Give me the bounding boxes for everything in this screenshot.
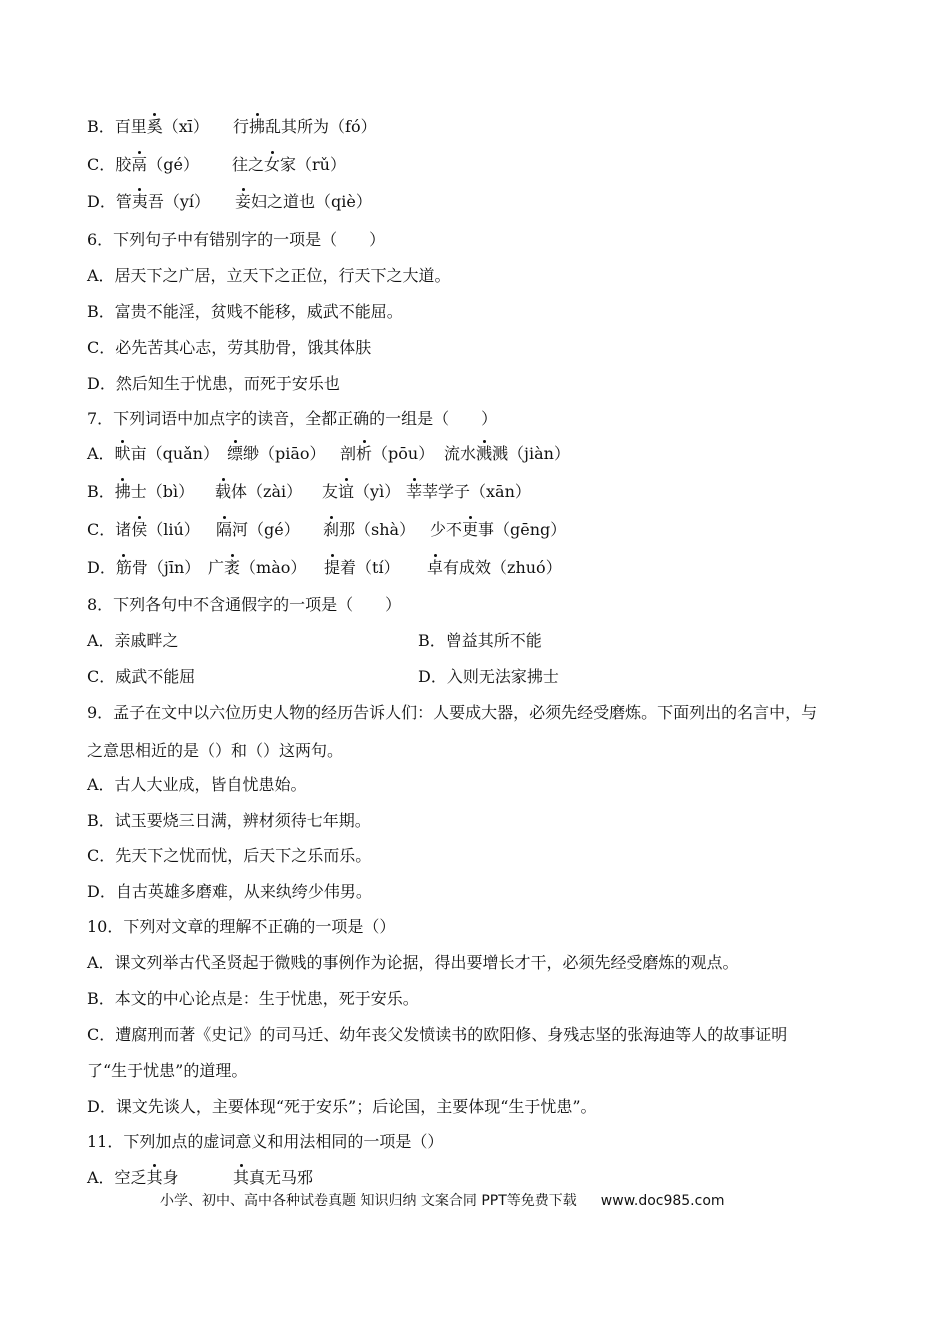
option-b-part1: B．百里奚（xī） xyxy=(87,117,209,136)
question-10: 10．下列对文章的理解不正确的一项是（） xyxy=(87,917,396,936)
q9-option-c: C．先天下之忧而忧，后天下之乐而乐。 xyxy=(87,846,372,865)
option-d-part1: D．管夷吾（yí） xyxy=(87,192,211,211)
q10-option-a: A．课文列举古代圣贤起于微贱的事例作为论据，得出要增长才干，必须先经受磨炼的观点。 xyxy=(87,953,739,972)
q9-option-b: B．试玉要烧三日满，辨材须待七年期。 xyxy=(87,811,371,830)
q9-option-a: A．古人大业成，皆自忧患始。 xyxy=(87,775,307,794)
footer-text: 小学、初中、高中各种试卷真题 知识归纳 文案合同 PPT等免费下载 xyxy=(160,1193,577,1209)
question-9-line2: 之意思相近的是（）和（）这两句。 xyxy=(87,741,344,760)
q6-option-a: A．居天下之广居，立天下之正位，行天下之大道。 xyxy=(87,266,451,285)
q10-option-c-line2: 了“生于忧患”的道理。 xyxy=(87,1061,248,1080)
q8-option-c: C．威武不能屈 xyxy=(87,667,196,686)
q10-option-c-line1: C．遭腐刑而著《史记》的司马迁、幼年丧父发愤读书的欧阳修、身残志坚的张海迪等人的故事证明 xyxy=(87,1025,788,1044)
q10-option-b: B．本文的中心论点是：生于忧患，死于安乐。 xyxy=(87,989,419,1008)
q8-option-b: B．曾益其所不能 xyxy=(418,631,542,650)
q8-option-a: A．亲戚畔之 xyxy=(87,631,179,650)
option-c-part2: 往之女家（rǔ） xyxy=(232,155,346,174)
q8-option-d: D．入则无法家拂士 xyxy=(418,667,559,686)
footer-site: www.doc985.com xyxy=(600,1193,725,1209)
page-footer xyxy=(160,1191,725,1211)
question-6: 6．下列句子中有错别字的一项是（ ） xyxy=(87,230,386,249)
question-7: 7．下列词语中加点字的读音，全都正确的一组是（ ） xyxy=(87,409,498,428)
option-c-part1: C．胶鬲（gé） xyxy=(87,155,199,174)
option-b-part2: 行拂乱其所为（fó） xyxy=(233,117,377,136)
q9-option-d: D．自古英雄多磨难，从来纨绔少伟男。 xyxy=(87,882,372,901)
q6-option-b: B．富贵不能淫，贫贱不能移，威武不能屈。 xyxy=(87,302,403,321)
option-d-part2: 妾妇之道也（qiè） xyxy=(235,192,372,211)
q6-option-d: D．然后知生于忧患，而死于安乐也 xyxy=(87,374,340,393)
question-9-line1: 9．孟子在文中以六位历史人物的经历告诉人们：人要成大器，必须先经受磨炼。下面列出的名言中，与 xyxy=(87,703,818,722)
q10-option-d: D．课文先谈人，主要体现“死于安乐”；后论国，主要体现“生于忧患”。 xyxy=(87,1097,597,1116)
question-11: 11．下列加点的虚词意义和用法相同的一项是（） xyxy=(87,1132,444,1151)
q6-option-c: C．必先苦其心志，劳其肋骨，饿其体肤 xyxy=(87,338,372,357)
question-8: 8．下列各句中不含通假字的一项是（ ） xyxy=(87,595,402,614)
